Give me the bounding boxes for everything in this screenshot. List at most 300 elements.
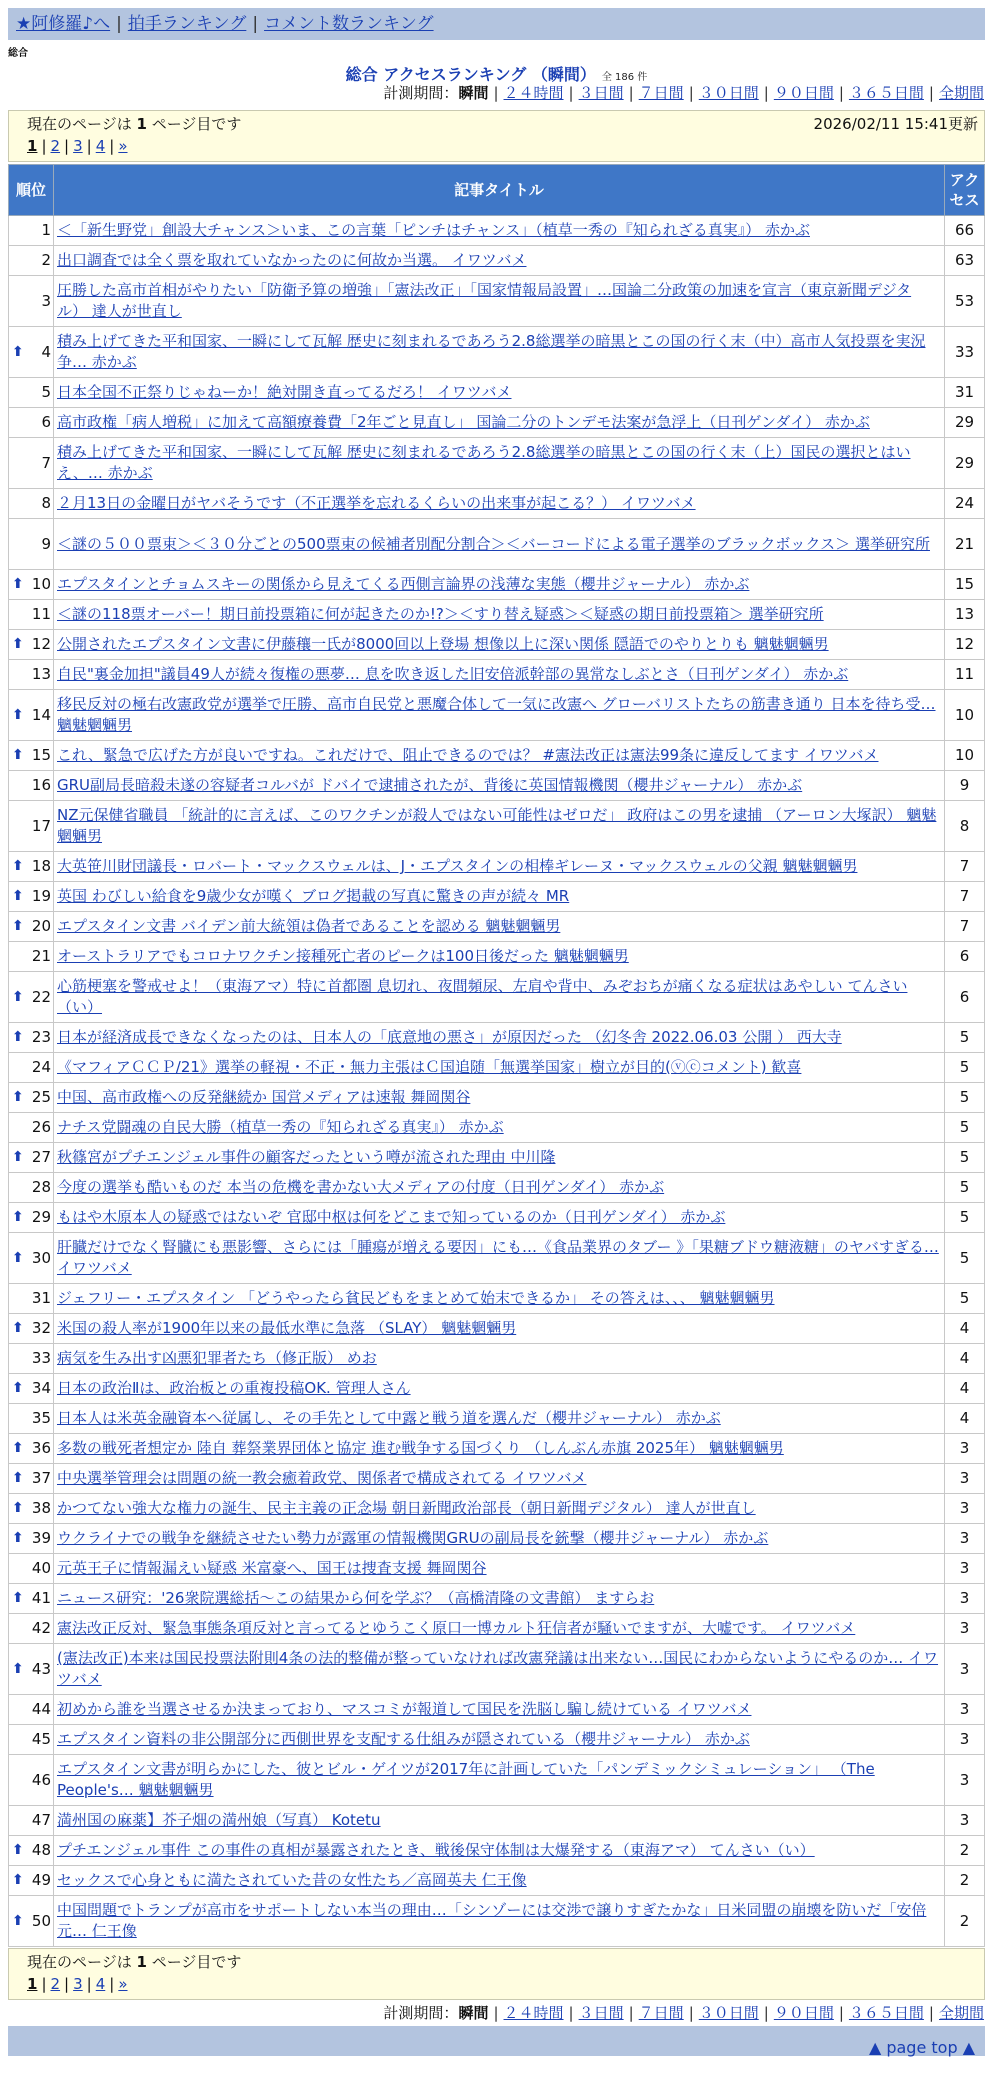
rank-cell	[9, 1524, 54, 1554]
rank-number: 44	[31, 1700, 51, 1718]
rank-cell	[9, 327, 54, 378]
up-arrow-icon: ⬆	[12, 1320, 24, 1336]
access-count: 5	[945, 1233, 985, 1284]
table-row	[9, 327, 985, 378]
page-link-4[interactable]: 4	[95, 137, 106, 155]
clap-ranking-link[interactable]: 拍手ランキング	[127, 14, 247, 34]
period-link-4[interactable]: ９０日間	[773, 2004, 834, 2022]
page-link-3[interactable]: 3	[73, 137, 83, 155]
period-separator: |	[928, 2004, 934, 2022]
article-link[interactable]: 日本が経済成長できなくなったのは、日本人の「底意地の悪さ」が原因だった （幻冬舎 2022.06.03 公開 ） 西大寺	[57, 1028, 842, 1046]
article-link[interactable]: 積み上げてきた平和国家、一瞬にして瓦解 歴史に刻まれるであろう2.8総選挙の暗黒とこの国の行く末（上）国民の選択とはいえ、… 赤かぶ	[57, 443, 911, 482]
page-separator: |	[86, 1975, 92, 1993]
rank-number: 20	[31, 917, 51, 935]
period-link-0[interactable]: ２４時間	[503, 84, 564, 102]
title-cell	[54, 1023, 945, 1053]
rank-cell	[9, 1614, 54, 1644]
article-link[interactable]: ２月13日の金曜日がヤバそうです（不正選挙を忘れるくらいの出来事が起こる？） イワツバメ	[57, 494, 696, 512]
title-cell	[54, 1866, 945, 1896]
rank-number: 32	[31, 1319, 51, 1337]
article-link[interactable]: エプスタイン文書が明らかにした、彼とビル・ゲイツが2017年に計画していた「パンデミックシミュレーション」 （The People's… 魑魅魍魎男	[57, 1760, 875, 1799]
up-arrow-icon: ⬆	[12, 888, 24, 904]
rank-number: 15	[31, 746, 51, 764]
title-cell	[54, 378, 945, 408]
title-cell	[54, 276, 945, 327]
page-separator: |	[109, 137, 115, 155]
article-link[interactable]: 日本全国不正祭りじゃねーか！絶対開き直ってるだろ！ イワツバメ	[57, 383, 512, 401]
table-row	[9, 1695, 985, 1725]
article-link[interactable]: ナチス党闘魂の自民大勝（植草一秀の『知られざる真実』） 赤かぶ	[57, 1118, 504, 1136]
rank-cell	[9, 1584, 54, 1614]
rank-cell	[9, 1464, 54, 1494]
access-count: 8	[945, 801, 985, 852]
rank-cell	[9, 1314, 54, 1344]
rank-number: 35	[31, 1409, 51, 1427]
rank-number: 2	[41, 251, 51, 269]
page-links	[27, 1975, 128, 1993]
rank-cell	[9, 1284, 54, 1314]
article-link[interactable]: 自民"裏金加担"議員49人が続々復権の悪夢… 息を吹き返した旧安倍派幹部の異常なしぶとさ（日刊ゲンダイ） 赤かぶ	[57, 665, 849, 683]
current-page-number: 1	[27, 1975, 38, 1993]
period-link-6[interactable]: 全期間	[938, 84, 984, 102]
rank-number: 22	[31, 987, 51, 1006]
table-row	[9, 1023, 985, 1053]
access-count: 7	[945, 912, 985, 942]
article-link[interactable]: 《マフィアＣＣＰ/21》選挙の軽視・不正・無力主張はＣ国追随「無選挙国家」樹立が目的(ⓥⓒコメント) 歓喜	[57, 1058, 802, 1076]
title-cell	[54, 771, 945, 801]
period-label: 計測期間：	[383, 84, 459, 102]
rank-column-header: 順位	[9, 165, 54, 216]
nav-separator: |	[252, 14, 259, 34]
rank-number: 45	[31, 1730, 51, 1748]
period-link-0[interactable]: ２４時間	[503, 2004, 564, 2022]
access-count: 10	[945, 741, 985, 771]
article-link[interactable]: 日本人は米英金融資本へ従属し、その手先として中露と戦う道を選んだ（櫻井ジャーナル） 赤かぶ	[57, 1409, 721, 1427]
period-label: 計測期間：	[383, 2004, 459, 2022]
title-cell	[54, 327, 945, 378]
period-separator: |	[628, 84, 634, 102]
access-count: 5	[945, 1023, 985, 1053]
rank-cell	[9, 1725, 54, 1755]
page-link-2[interactable]: 2	[50, 137, 61, 155]
up-arrow-icon: ⬆	[12, 1660, 24, 1677]
rank-cell	[9, 1053, 54, 1083]
rank-number: 47	[31, 1811, 51, 1829]
rank-cell	[9, 1836, 54, 1866]
title-column-header: 記事タイトル	[54, 165, 945, 216]
access-count: 29	[945, 408, 985, 438]
table-row	[9, 1494, 985, 1524]
page-link-2[interactable]: 2	[50, 1975, 61, 1993]
rank-cell	[9, 1083, 54, 1113]
rank-cell	[9, 489, 54, 519]
title-cell	[54, 972, 945, 1023]
access-count: 33	[945, 327, 985, 378]
table-row	[9, 1725, 985, 1755]
title-cell	[54, 216, 945, 246]
table-row	[9, 912, 985, 942]
access-count: 24	[945, 489, 985, 519]
article-link[interactable]: 満州国の麻薬】芥子畑の満州娘（写真） Kotetu	[57, 1811, 381, 1829]
page-top-link[interactable]: ▲ page top ▲	[868, 2038, 975, 2057]
access-count: 13	[945, 600, 985, 630]
article-link[interactable]: 中国問題でトランプが高市をサポートしない本当の理由…「シンゾーには交渉で譲りすぎたかな」日米同盟の崩壊を防いだ「安倍元… 仁王像	[57, 1901, 927, 1940]
title-cell	[54, 1806, 945, 1836]
rank-number: 12	[31, 635, 51, 653]
article-link[interactable]: 移民反対の極右改憲政党が選挙で圧勝、高市自民党と悪魔合体して一気に改憲へ グローバリストたちの筋書き通り 日本を待ち受… 魑魅魍魎男	[57, 695, 936, 734]
table-row	[9, 408, 985, 438]
access-count: 3	[945, 1644, 985, 1695]
rank-cell	[9, 1404, 54, 1434]
page-title-line	[0, 62, 993, 85]
table-row	[9, 1524, 985, 1554]
article-link[interactable]: 多数の戦死者想定か 陸自 葬祭業界団体と協定 進む戦争する国づくり （しんぶん赤旗 2025年） 魑魅魍魎男	[57, 1439, 784, 1457]
article-link[interactable]: ウクライナでの戦争を継続させたい勢力が露軍の情報機関GRUの副局長を銃撃（櫻井ジャーナル） 赤かぶ	[57, 1529, 769, 1547]
rank-number: 16	[31, 776, 51, 794]
article-link[interactable]: 今度の選挙も酷いものだ 本当の危機を書かない大メディアの付度（日刊ゲンダイ） 赤かぶ	[57, 1178, 665, 1196]
article-link[interactable]: 高市政権「病人増税」に加えて高額療養費「2年ごと見直し」 国論二分のトンデモ法案が急浮上（日刊ゲンダイ） 赤かぶ	[57, 413, 870, 431]
period-link-5[interactable]: ３６５日間	[848, 2004, 924, 2022]
table-row	[9, 1866, 985, 1896]
title-cell	[54, 570, 945, 600]
period-link-1[interactable]: ３日間	[578, 2004, 624, 2022]
page-link-»[interactable]: »	[118, 137, 128, 155]
table-row	[9, 1554, 985, 1584]
period-separator: |	[568, 84, 574, 102]
rank-cell	[9, 1866, 54, 1896]
page-separator: |	[109, 1975, 115, 1993]
rank-number: 17	[31, 816, 51, 835]
rank-cell	[9, 408, 54, 438]
rank-cell	[9, 276, 54, 327]
period-current: 瞬間	[458, 2004, 489, 2022]
period-separator: |	[838, 84, 844, 102]
table-row	[9, 1053, 985, 1083]
page-link-»[interactable]: »	[118, 1975, 128, 1993]
rank-cell	[9, 882, 54, 912]
table-row	[9, 1464, 985, 1494]
rank-number: 28	[31, 1178, 51, 1196]
article-link[interactable]: 元英王子に情報漏えい疑惑 米富豪へ、国王は捜査支援 舞岡関谷	[57, 1559, 487, 1577]
article-link[interactable]: ＜謎の118票オーバー！期日前投票箱に何が起きたのか!?＞＜すり替え疑惑＞＜疑惑の期日前投票箱＞ 選挙研究所	[57, 605, 824, 623]
table-row	[9, 216, 985, 246]
period-separator: |	[493, 2004, 499, 2022]
title-cell	[54, 801, 945, 852]
access-count: 5	[945, 1083, 985, 1113]
title-cell	[54, 690, 945, 741]
title-cell	[54, 1284, 945, 1314]
table-row	[9, 489, 985, 519]
access-count: 4	[945, 1374, 985, 1404]
access-count: 3	[945, 1584, 985, 1614]
rank-cell	[9, 1554, 54, 1584]
page-links	[27, 137, 128, 155]
table-row	[9, 1314, 985, 1344]
title-cell	[54, 1173, 945, 1203]
article-link[interactable]: かつてない強大な権力の誕生、民主主義の正念場 朝日新聞政治部長（朝日新聞デジタル） 達人が世直し	[57, 1499, 756, 1517]
article-link[interactable]: 積み上げてきた平和国家、一瞬にして瓦解 歴史に刻まれるであろう2.8総選挙の暗黒とこの国の行く末（中）高市人気投票を実況争… 赤かぶ	[57, 332, 926, 371]
rank-number: 26	[31, 1118, 51, 1136]
title-cell	[54, 408, 945, 438]
table-row	[9, 1584, 985, 1614]
rank-cell	[9, 1755, 54, 1806]
access-count: 3	[945, 1464, 985, 1494]
access-count: 21	[945, 519, 985, 570]
period-separator: |	[763, 84, 769, 102]
rank-number: 1	[41, 221, 51, 239]
title-cell	[54, 438, 945, 489]
page-title: 総合 アクセスランキング （瞬間）	[345, 65, 596, 84]
rank-number: 41	[31, 1589, 51, 1607]
rank-cell	[9, 741, 54, 771]
period-link-2[interactable]: ７日間	[638, 2004, 684, 2022]
access-count: 63	[945, 246, 985, 276]
up-arrow-icon: ⬆	[12, 1380, 24, 1396]
table-row	[9, 690, 985, 741]
rank-number: 37	[31, 1469, 51, 1487]
page-link-3[interactable]: 3	[73, 1975, 83, 1993]
article-link[interactable]: 肝臓だけでなく腎臓にも悪影響、さらには「腫瘍が増える要因」にも…《食品業界のタブー 》「果糖ブドウ糖液糖」のヤバすぎる… イワツバメ	[57, 1238, 939, 1277]
rank-cell	[9, 246, 54, 276]
up-arrow-icon: ⬆	[12, 576, 24, 592]
page-top-area	[869, 2038, 975, 2057]
ranking-table	[8, 164, 985, 1947]
article-link[interactable]: プチエンジェル事件 この事件の真相が暴露されたとき、戦後保守体制は大爆発する（東海アマ） てんさい（い）	[57, 1841, 815, 1859]
rank-cell	[9, 1896, 54, 1947]
title-cell	[54, 1464, 945, 1494]
title-cell	[54, 1344, 945, 1374]
rank-number: 4	[41, 342, 51, 361]
page-separator: |	[41, 1975, 47, 1993]
rank-number: 14	[31, 705, 51, 724]
page-separator: |	[86, 137, 92, 155]
up-arrow-icon: ⬆	[12, 1029, 24, 1045]
article-link[interactable]: これ、緊急で広げた方が良いですね。これだけで、阻止できるのでは？ #憲法改正は憲法99条に違反してます イワツバメ	[57, 746, 879, 764]
article-link[interactable]: エプスタインとチョムスキーの関係から見えてくる西側言論界の浅薄な実態（櫻井ジャーナル） 赤かぶ	[57, 575, 750, 593]
title-cell	[54, 1896, 945, 1947]
access-count: 3	[945, 1494, 985, 1524]
article-link[interactable]: 秋篠宮がプチエンジェル事件の顧客だったという噂が流された理由 中川隆	[57, 1148, 556, 1166]
title-cell	[54, 1494, 945, 1524]
title-cell	[54, 600, 945, 630]
article-link[interactable]: 公開されたエプスタイン文書に伊藤穰一氏が8000回以上登場 想像以上に深い関係 隠語でのやりとりも 魑魅魍魎男	[57, 635, 829, 653]
category-label: 総合	[8, 48, 28, 59]
period-link-4[interactable]: ９０日間	[773, 84, 834, 102]
up-arrow-icon: ⬆	[12, 1149, 24, 1165]
table-row	[9, 378, 985, 408]
rank-cell	[9, 852, 54, 882]
article-link[interactable]: 圧勝した高市首相がやりたい「防衛予算の増強」「憲法改正」「国家情報局設置」…国論二分政策の加速を宣言（東京新聞デジタル） 達人が世直し	[57, 281, 912, 320]
table-row	[9, 1083, 985, 1113]
rank-number: 27	[31, 1148, 51, 1166]
article-link[interactable]: 出口調査では全く票を取れていなかったのに何故か当選。 イワツバメ	[57, 251, 527, 269]
up-arrow-icon: ⬆	[12, 1530, 24, 1546]
table-row	[9, 741, 985, 771]
article-link[interactable]: 大英笹川財団議長・ロバート・マックスウェルは、J・エプスタインの相棒ギレーヌ・マックスウェルの父親 魑魅魍魎男	[57, 857, 858, 875]
article-link[interactable]: 中国、高市政権への反発継続か 国営メディアは速報 舞岡関谷	[57, 1088, 471, 1106]
rank-cell	[9, 1434, 54, 1464]
rank-cell	[9, 630, 54, 660]
up-arrow-icon: ⬆	[12, 1912, 24, 1929]
table-row	[9, 1755, 985, 1806]
table-row	[9, 438, 985, 489]
rank-number: 9	[41, 534, 51, 553]
period-link-3[interactable]: ３０日間	[698, 2004, 759, 2022]
rank-number: 40	[31, 1559, 51, 1577]
up-arrow-icon: ⬆	[12, 1590, 24, 1606]
up-arrow-icon: ⬆	[12, 918, 24, 934]
access-count: 3	[945, 1755, 985, 1806]
rank-number: 29	[31, 1208, 51, 1226]
rank-cell	[9, 1344, 54, 1374]
article-link[interactable]: ＜謎の５００票束＞＜３０分ごとの500票束の候補者別配分割合＞＜バーコードによる電子選挙のブラックボックス＞ 選挙研究所	[57, 534, 930, 553]
access-count: 3	[945, 1434, 985, 1464]
rank-number: 23	[31, 1028, 51, 1046]
table-row	[9, 1113, 985, 1143]
period-link-3[interactable]: ３０日間	[698, 84, 759, 102]
access-count: 11	[945, 660, 985, 690]
page-link-4[interactable]: 4	[95, 1975, 106, 1993]
period-separator: |	[688, 2004, 694, 2022]
title-cell	[54, 882, 945, 912]
table-row	[9, 600, 985, 630]
title-cell	[54, 1404, 945, 1434]
rank-number: 18	[31, 857, 51, 875]
table-row	[9, 1203, 985, 1233]
title-cell	[54, 1524, 945, 1554]
comment-ranking-link[interactable]: コメント数ランキング	[264, 14, 434, 34]
article-link[interactable]: 憲法改正反対、緊急事態条項反対と言ってるとゆうこく原口一博カルト狂信者が騒いでますが、大嘘です。 イワツバメ	[57, 1619, 856, 1637]
title-cell	[54, 1725, 945, 1755]
rank-cell	[9, 1374, 54, 1404]
rank-cell	[9, 1233, 54, 1284]
rank-cell	[9, 1113, 54, 1143]
rank-cell	[9, 1806, 54, 1836]
access-count: 7	[945, 852, 985, 882]
access-column-header: アクセス	[945, 165, 985, 216]
title-cell	[54, 1314, 945, 1344]
up-arrow-icon: ⬆	[12, 747, 24, 763]
page-separator: |	[41, 137, 47, 155]
up-arrow-icon: ⬆	[12, 1249, 24, 1266]
up-arrow-icon: ⬆	[12, 706, 24, 723]
access-count: 5	[945, 1053, 985, 1083]
rank-cell	[9, 1494, 54, 1524]
title-cell	[54, 246, 945, 276]
article-link[interactable]: もはや木原本人の疑惑ではないぞ 官邸中枢は何をどこまで知っているのか（日刊ゲンダイ） 赤かぶ	[57, 1208, 726, 1226]
table-row	[9, 972, 985, 1023]
article-link[interactable]: 中央選挙管理会は問題の統一教会癒着政党、関係者で構成されてる イワツバメ	[57, 1469, 587, 1487]
rank-number: 38	[31, 1499, 51, 1517]
access-count: 9	[945, 771, 985, 801]
table-row	[9, 942, 985, 972]
table-row	[9, 1896, 985, 1947]
access-count: 3	[945, 1554, 985, 1584]
rank-number: 11	[31, 605, 51, 623]
current-page-text: 現在のページは 1 ページ目です	[27, 1953, 242, 1971]
rank-number: 24	[31, 1058, 51, 1076]
table-row	[9, 630, 985, 660]
table-row	[9, 660, 985, 690]
period-link-2[interactable]: ７日間	[638, 84, 684, 102]
rank-number: 42	[31, 1619, 51, 1637]
title-cell	[54, 942, 945, 972]
rank-number: 33	[31, 1349, 51, 1367]
updated-timestamp: 2026/02/11 15:41更新	[813, 115, 978, 133]
up-arrow-icon: ⬆	[12, 988, 24, 1005]
article-link[interactable]: 日本の政治Ⅱは、政治板との重複投稿OK. 管理人さん	[57, 1379, 411, 1397]
article-link[interactable]: ニュース研究：'26衆院選総括～この結果から何を学ぶ？（高橋清隆の文書館） ますらお	[57, 1589, 655, 1607]
home-link[interactable]: ★阿修羅♪へ	[16, 14, 111, 34]
table-row	[9, 1284, 985, 1314]
title-cell	[54, 1233, 945, 1284]
article-link[interactable]: オーストラリアでもコロナワクチン接種死亡者のピークは100日後だった 魑魅魍魎男	[57, 947, 629, 965]
title-cell	[54, 1374, 945, 1404]
nav-separator: |	[116, 14, 122, 34]
period-link-1[interactable]: ３日間	[578, 84, 624, 102]
article-link[interactable]: 初めから誰を当選させるか決まっており、マスコミが報道して国民を洗脳し騙し続けている イワツバメ	[57, 1700, 752, 1718]
up-arrow-icon: ⬆	[12, 1872, 24, 1888]
title-cell	[54, 1755, 945, 1806]
access-count: 3	[945, 1806, 985, 1836]
table-row	[9, 1806, 985, 1836]
period-separator: |	[493, 84, 499, 102]
article-link[interactable]: 米国の殺人率が1900年以来の最低水準に急落 （SLAY） 魑魅魍魎男	[57, 1319, 517, 1337]
rank-number: 6	[41, 413, 51, 431]
title-cell	[54, 912, 945, 942]
article-link[interactable]: 心筋梗塞を警戒せよ！（東海アマ）特に首都圏 息切れ、夜間頻尿、左肩や背中、みぞおちが痛くなる症状はあやしい てんさい（い）	[57, 977, 908, 1016]
table-row	[9, 276, 985, 327]
rank-number: 21	[31, 947, 51, 965]
period-link-5[interactable]: ３６５日間	[848, 84, 924, 102]
title-cell	[54, 630, 945, 660]
rank-number: 30	[31, 1248, 51, 1267]
current-page-number: 1	[27, 137, 38, 155]
period-separator: |	[763, 2004, 769, 2022]
rank-cell	[9, 1644, 54, 1695]
title-cell	[54, 741, 945, 771]
access-count: 5	[945, 1113, 985, 1143]
period-separator: |	[928, 84, 934, 102]
access-count: 2	[945, 1866, 985, 1896]
article-link[interactable]: (憲法改正)本来は国民投票法附則4条の法的整備が整っていなければ改憲発議は出来ない…国民にわからないようにやるのか… イワツバメ	[57, 1649, 939, 1688]
table-row	[9, 1143, 985, 1173]
table-row	[9, 519, 985, 570]
article-link[interactable]: 英国 わびしい給食を9歳少女が嘆く ブログ掲載の写真に驚きの声が続々 MR	[57, 887, 570, 905]
article-link[interactable]: ＜「新生野党」創設大チャンス＞いま、この言葉「ピンチはチャンス」（植草一秀の『知られざる真実』） 赤かぶ	[57, 221, 810, 239]
article-link[interactable]: ジェフリー・エプスタイン 「どうやったら貧民どもをまとめて始末できるか」 その答えは、、、 魑魅魍魎男	[57, 1289, 775, 1307]
period-current: 瞬間	[458, 84, 489, 102]
article-link[interactable]: セックスで心身ともに満たされていた昔の女性たち／高岡英夫 仁王像	[57, 1871, 527, 1889]
title-cell	[54, 1203, 945, 1233]
table-row	[9, 1173, 985, 1203]
table-row	[9, 1233, 985, 1284]
article-link[interactable]: GRU副局長暗殺未遂の容疑者コルバが ドバイで逮捕されたが、背後に英国情報機関（櫻井ジャーナル） 赤かぶ	[57, 776, 803, 794]
pager-bottom	[8, 1948, 985, 2000]
title-cell	[54, 1113, 945, 1143]
up-arrow-icon: ⬆	[12, 343, 24, 360]
rank-number: 31	[31, 1289, 51, 1307]
article-link[interactable]: エプスタイン文書 バイデン前大統領は偽者であることを認める 魑魅魍魎男	[57, 917, 561, 935]
access-count: 3	[945, 1524, 985, 1554]
article-link[interactable]: NZ元保健省職員 「統計的に言えば、このワクチンが殺人ではない可能性はゼロだ」 政府はこの男を逮捕 （アーロン大塚訳） 魑魅魍魎男	[57, 806, 937, 845]
access-count: 5	[945, 1284, 985, 1314]
article-link[interactable]: エプスタイン資料の非公開部分に西側世界を支配する仕組みが隠されている（櫻井ジャーナル） 赤かぶ	[57, 1730, 750, 1748]
period-link-6[interactable]: 全期間	[938, 2004, 984, 2022]
article-link[interactable]: 病気を生み出す凶悪犯罪者たち（修正版） めお	[57, 1349, 377, 1367]
rank-number: 5	[41, 383, 51, 401]
access-count: 6	[945, 972, 985, 1023]
